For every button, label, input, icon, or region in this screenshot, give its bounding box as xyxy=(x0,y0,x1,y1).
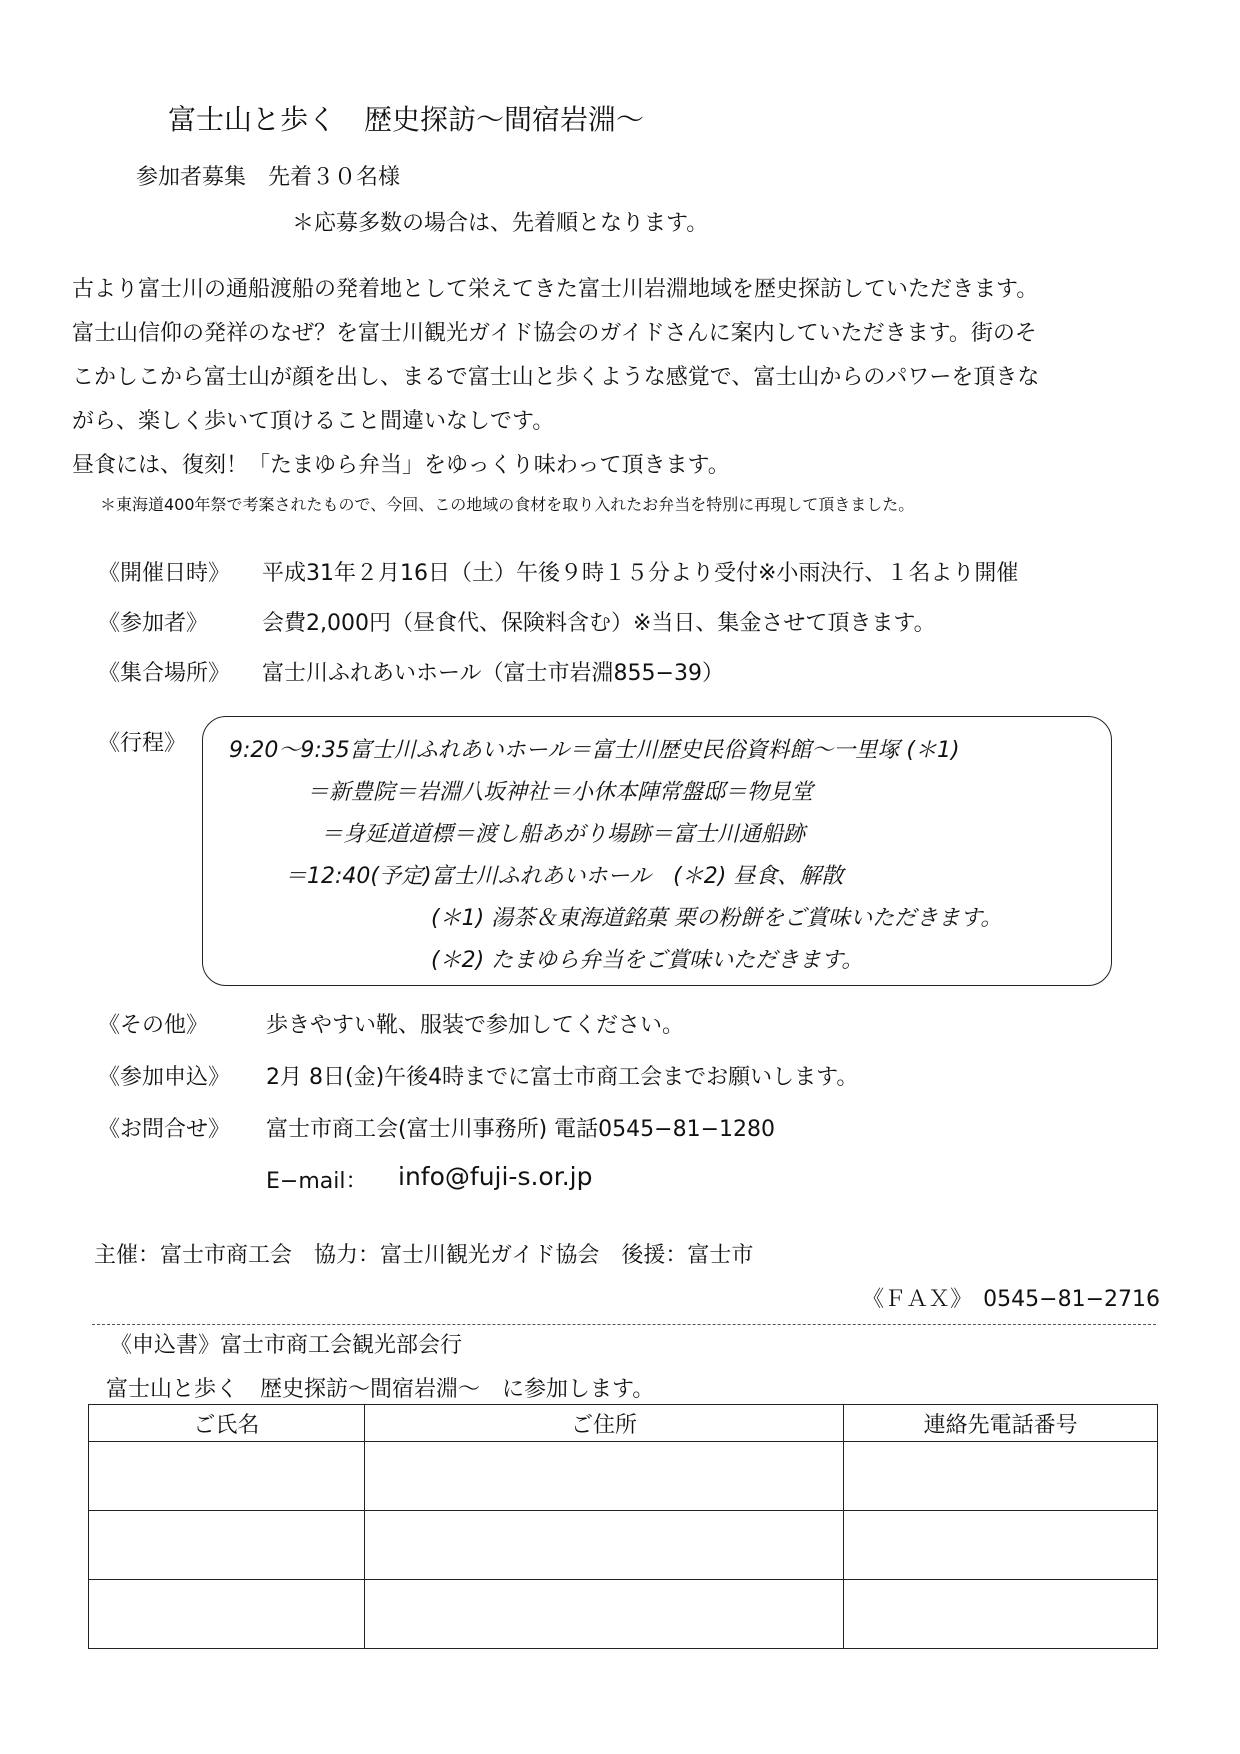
phone-cell[interactable] xyxy=(844,1511,1158,1580)
intro-line: 富士山信仰の発祥のなぜ？を富士川観光ガイド協会のガイドさんに案内していただきます。街のそ xyxy=(72,321,1037,346)
schedule-line: ＝身延道道標＝渡し船あがり場跡＝富士川通船跡 xyxy=(321,822,806,847)
info-value: 平成31年２月16日（土）午後９時１５分より受付※小雨決行、１名より開催 xyxy=(262,561,1019,586)
table-row xyxy=(89,1442,1158,1511)
schedule-line: (＊2) たまゆら弁当をご賞味いただきます。 xyxy=(431,948,864,973)
intro-line: 古より富士川の通船渡船の発着地として栄えてきた富士川岩淵地域を歴史探訪していただきます。 xyxy=(72,277,1039,302)
application-table xyxy=(88,1404,1158,1649)
intro-line: こかしこから富士山が顔を出し、まるで富士山と歩くような感覚で、富士山からのパワーを頂きな xyxy=(72,365,1040,390)
address-cell[interactable] xyxy=(364,1442,844,1511)
fax-number: 《ＦＡＸ》 0545−81−2716 xyxy=(862,1287,1160,1312)
info-label: 《参加者》 xyxy=(98,611,209,636)
schedule-line: 9:20～9:35富士川ふれあいホール＝富士川歴史民俗資料館～一里塚 (＊1) xyxy=(229,738,960,763)
info-value: 会費2,000円（昼食代、保険料含む）※当日、集金させて頂きます。 xyxy=(262,611,936,636)
form-title: 《申込書》富士市商工会観光部会行 xyxy=(110,1333,463,1358)
address-column-header: ご住所 xyxy=(364,1405,844,1442)
intro-paragraph xyxy=(72,268,1039,488)
schedule-line: ＝新豊院＝岩淵八坂神社＝小休本陣常盤邸＝物見堂 xyxy=(307,780,814,805)
schedule-line: (＊1) 湯茶＆東海道銘菓 栗の粉餅をご賞味いただきます。 xyxy=(431,906,1003,931)
info-value: 2月 8日(金)午後4時までに富士市商工会までお願いします。 xyxy=(266,1065,859,1090)
phone-column-header: 連絡先電話番号 xyxy=(844,1405,1158,1442)
name-column-header: ご氏名 xyxy=(89,1405,365,1442)
name-cell[interactable] xyxy=(89,1442,365,1511)
form-subtitle: 富士山と歩く 歴史探訪～間宿岩淵～ に参加します。 xyxy=(106,1377,655,1402)
info-value: 歩きやすい靴、服装で参加してください。 xyxy=(266,1013,685,1038)
intro-line: がら、楽しく歩いて頂けること間違いなしです。 xyxy=(72,409,555,434)
phone-cell[interactable] xyxy=(844,1442,1158,1511)
address-cell[interactable] xyxy=(364,1511,844,1580)
table-header-row xyxy=(89,1405,1158,1442)
cut-line xyxy=(92,1324,1156,1325)
name-cell[interactable] xyxy=(89,1580,365,1649)
recruit-note: ＊応募多数の場合は、先着順となります。 xyxy=(292,211,709,236)
schedule-line: ＝12:40(予定)富士川ふれあいホール (＊2) 昼食、解散 xyxy=(285,864,844,889)
recruit-text: 参加者募集 先着３０名様 xyxy=(136,165,401,190)
email-label: E−mail： xyxy=(266,1169,368,1194)
bento-note: ＊東海道400年祭で考案されたもので、今回、この地域の食材を取り入れたお弁当を特別に再現して頂きました。 xyxy=(100,495,915,514)
email-link[interactable]: info@fuji-s.or.jp xyxy=(398,1162,593,1191)
schedule-label: 《行程》 xyxy=(98,731,187,756)
table-row xyxy=(89,1511,1158,1580)
address-cell[interactable] xyxy=(364,1580,844,1649)
phone-cell[interactable] xyxy=(844,1580,1158,1649)
sponsor-line: 主催：富士市商工会 協力：富士川観光ガイド協会 後援：富士市 xyxy=(94,1243,754,1268)
info-label: 《参加申込》 xyxy=(98,1065,231,1090)
name-cell[interactable] xyxy=(89,1511,365,1580)
info-value: 富士川ふれあいホール（富士市岩淵855−39） xyxy=(262,661,724,686)
page-title: 富士山と歩く 歴史探訪～間宿岩淵～ xyxy=(168,103,645,136)
info-label: 《開催日時》 xyxy=(98,561,231,586)
info-label: 《集合場所》 xyxy=(98,661,231,686)
info-label: 《その他》 xyxy=(98,1013,209,1038)
info-label: 《お問合せ》 xyxy=(98,1117,231,1142)
schedule-box xyxy=(202,716,1112,986)
info-value: 富士市商工会(富士川事務所) 電話0545−81−1280 xyxy=(266,1117,775,1142)
table-row xyxy=(89,1580,1158,1649)
intro-line: 昼食には、復刻！「たまゆら弁当」をゆっくり味わって頂きます。 xyxy=(72,453,730,478)
